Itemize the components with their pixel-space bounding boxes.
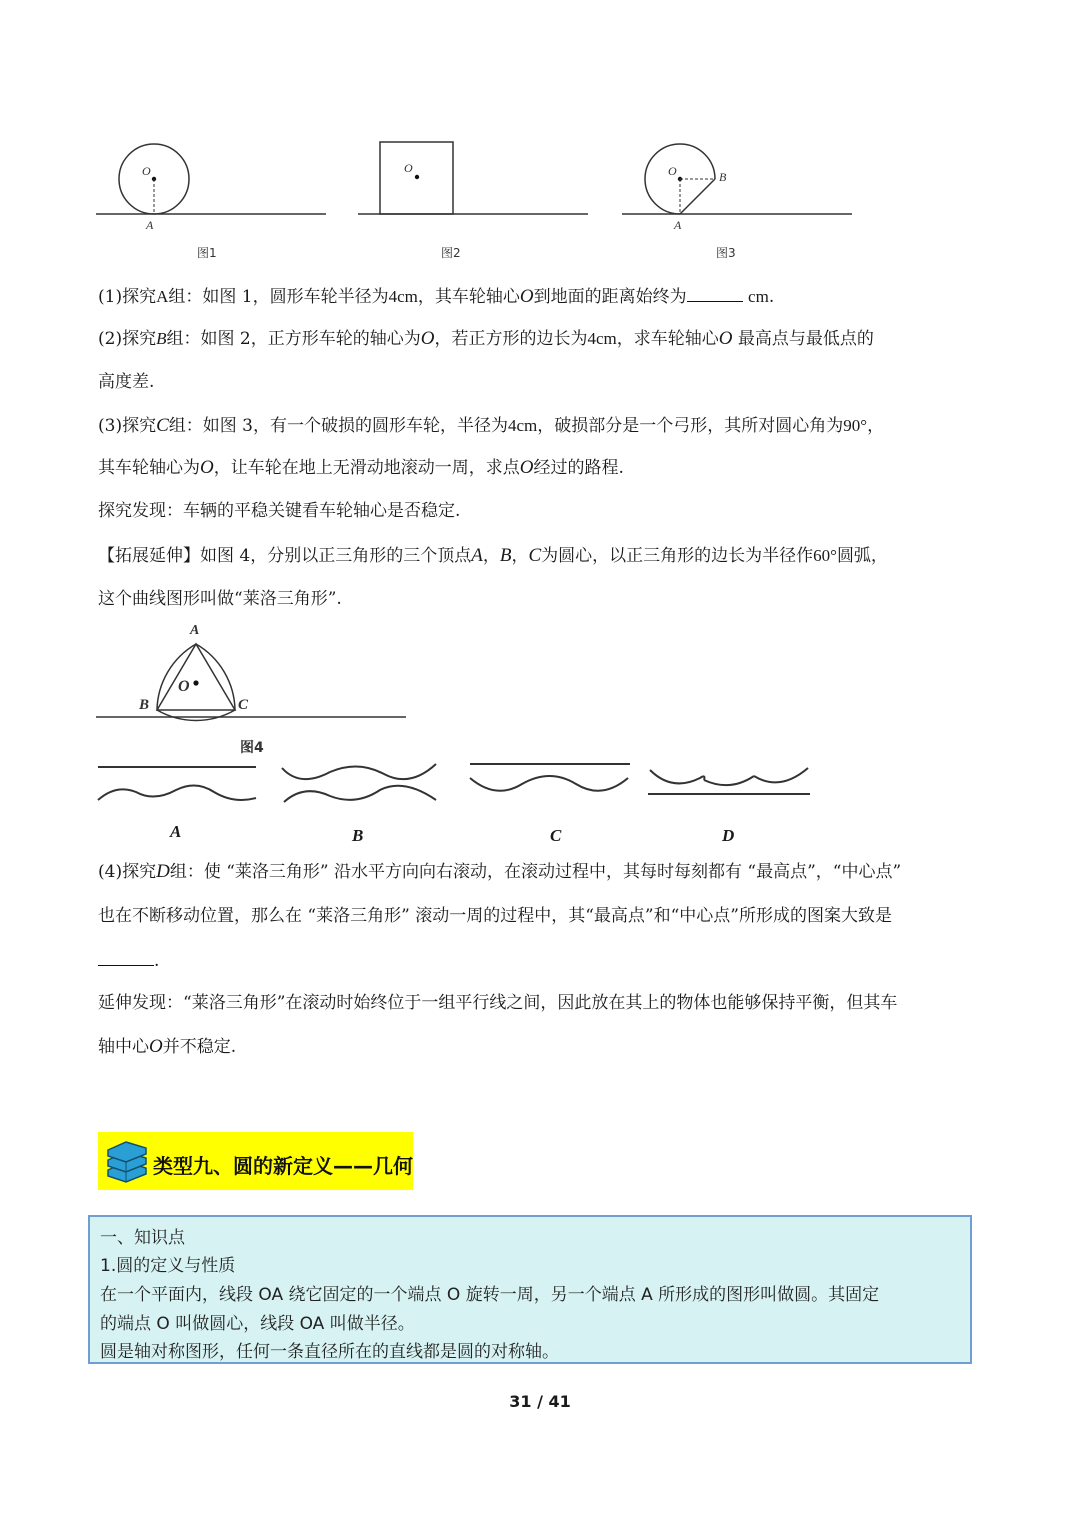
discovery-2: 延伸发现：“莱洛三角形”在滚动时始终位于一组平行线之间，因此放在其上的物体也能够保持平衡，但其车 [98,993,898,1013]
question-4: (4)探究D组：使 “莱洛三角形” 沿水平方向向右滚动，在滚动过程中，其每时每刻都有 “最高点”，“中心点” [98,861,902,882]
fig2-caption: 图2 [441,246,461,260]
knowledge-heading: 一、知识点 [100,1228,185,1248]
answer-blank-1[interactable] [687,286,743,302]
section-title: 类型九、圆的新定义——几何 [153,1154,413,1178]
option-c-label[interactable]: C [550,826,562,845]
option-d-drawing [646,762,812,802]
fig1-label-o: O [142,164,151,178]
fig3-label-b: B [719,170,727,184]
question-4-line-3: . [98,950,159,971]
option-b-drawing [280,760,440,808]
fig4-caption: 图4 [240,740,264,756]
fig3-label-a: A [674,218,682,232]
option-a-drawing [96,762,258,808]
page-number: 31 / 41 [509,1392,571,1411]
knowledge-box [88,1215,972,1364]
answer-blank-4[interactable] [98,950,154,966]
question-2-line-2: 高度差. [98,372,155,392]
figure-2 [358,140,590,225]
question-3-line-2: 其车轮轴心为O，让车轮在地上无滑动地滚动一周，求点O经过的路程. [98,457,624,478]
fig3-label-o: O [668,164,677,178]
fig4-label-o: O [178,678,190,695]
knowledge-subheading: 1.圆的定义与性质 [100,1256,236,1276]
extension-text: 【拓展延伸】如图 4，分别以正三角形的三个顶点A，B，C为圆心，以正三角形的边长为半径作60°圆弧， [98,545,888,566]
question-1: (1)探究A组：如图 1，圆形车轮半径为4cm，其车轮轴心O到地面的距离始终为 cm. [98,286,775,307]
question-4-line-2: 也在不断移动位置，那么在 “莱洛三角形” 滚动一周的过程中，其“最高点”和“中心点”所形成的图案大致是 [98,906,892,926]
knowledge-paragraph-2: 的端点 O 叫做圆心，线段 OA 叫做半径。 [100,1314,415,1334]
question-3: (3)探究C组：如图 3，有一个破损的圆形车轮，半径为4cm，破损部分是一个弓形，其所对圆心角为90°， [98,415,885,436]
fig4-label-a: A [190,623,200,638]
extension-line-2: 这个曲线图形叫做“莱洛三角形”. [98,589,342,609]
fig4-label-c: C [238,697,249,713]
knowledge-paragraph-1: 在一个平面内，线段 OA 绕它固定的一个端点 O 旋转一周，另一个端点 A 所形成的图形叫做圆。其固定 [100,1285,880,1305]
books-icon [104,1138,150,1188]
option-b-label[interactable]: B [352,826,364,845]
fig4-label-b: B [139,697,150,713]
option-a-label[interactable]: A [170,822,182,841]
fig3-caption: 图3 [716,246,736,260]
fig2-label-o: O [404,161,413,175]
figure-1 [96,140,328,225]
section-banner [98,1132,413,1190]
discovery-1: 探究发现：车辆的平稳关键看车轮轴心是否稳定. [98,501,461,521]
figure-3 [622,140,854,225]
fig1-caption: 图1 [197,246,217,260]
discovery-2-line-2: 轴中心O并不稳定. [98,1036,237,1057]
question-2: (2)探究B组：如图 2，正方形车轮的轴心为O，若正方形的边长为4cm，求车轮轴心O 最高点与最低点的 [98,328,874,349]
option-d-label[interactable]: D [722,826,735,845]
knowledge-paragraph-3: 圆是轴对称图形，任何一条直径所在的直线都是圆的对称轴。 [100,1342,559,1362]
fig1-label-a: A [146,218,154,232]
option-c-drawing [466,760,634,802]
